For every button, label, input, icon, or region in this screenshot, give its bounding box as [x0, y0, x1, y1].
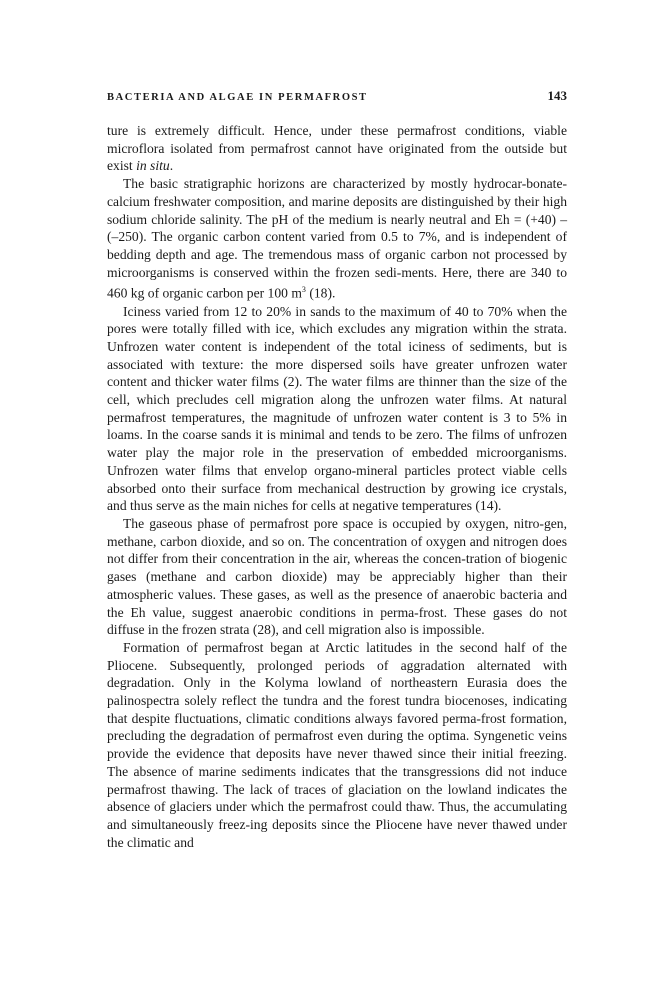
paragraph-2 [107, 175, 567, 302]
page-number: 143 [547, 88, 567, 103]
italic-term: in situ [136, 158, 170, 174]
book-page [107, 88, 567, 851]
paragraph-text: The basic stratigraphic horizons are characterized by mostly hydrocar-bonate-calcium freshwater composition, and marine deposits are distinguished by their high sodium chloride salinity. The pH of the medium is nearly neutral and Eh = (+40) – (–250). The organic carbon content varied from 0.5 to 7%, and is independent of bedding depth and age. The tremendous mass of organic carbon not processed by microorganisms is conserved within the frozen sedi-ments. Here, there are 340 to 460 kg of organic carbon per 100 m [107, 176, 567, 301]
paragraph-1 [107, 122, 567, 175]
paragraph-text: ture is extremely difficult. Hence, under these permafrost conditions, viable microflora isolated from permafrost cannot have originated from the outside but exist [107, 123, 567, 174]
superscript-exponent: 3 [301, 285, 306, 295]
paragraph-3: Iciness varied from 12 to 20% in sands to the maximum of 40 to 70% when the pores were totally filled with ice, which excludes any migration within the strata. Unfrozen water content is independent of the total iciness of sediments, but is associated with texture: the more dispersed soils have greater unfrozen water content and thicker water films (2). The water films are thinner than the size of the cell, which precludes cell migration along the unfrozen water films. At natural permafrost temperatures, the magnitude of unfrozen water content is 3 to 5% in loams. In the coarse sands it is minimal and tends to be zero. The films of unfrozen water play the major role in the preservation of embedded microorganisms. Unfrozen water films that envelop organo-mineral particles protect viable cells absorbed onto their surface from mechanical destruction by growing ice crystals, and thus serve as the main niches for cells at negative temperatures (14). [107, 303, 567, 514]
paragraph-4: The gaseous phase of permafrost pore space is occupied by oxygen, nitro-gen, methane, carbon dioxide, and so on. The concentration of oxygen and nitrogen does not differ from their concentration in the air, whereas the concen-tration of biogenic gases (methane and carbon dioxide) may be appreciably higher than their atmospheric values. These gases, as well as the presence of anaerobic bacteria and the Eh value, suggest anaerobic conditions in perma-frost. These gases do not diffuse in the frozen strata (28), and cell migration also is impossible. [107, 516, 567, 638]
paragraph-text-end: (18). [305, 285, 336, 301]
running-title: BACTERIA AND ALGAE IN PERMAFROST [107, 92, 368, 103]
running-header [107, 88, 567, 110]
body-text [107, 122, 567, 851]
paragraph-text-end: . [169, 158, 174, 174]
paragraph-5: Formation of permafrost began at Arctic latitudes in the second half of the Pliocene. Subsequently, prolonged periods of aggradation alternated with degradation. Only in the Kolyma lowland of northeastern Eurasia does the palinospectra solely reflect the tundra and the forest tundra biocenoses, indicating that despite fluctuations, climatic conditions always favored perma-frost formation, precluding the degradation of permafrost even during the optima. Syngenetic veins provide the evidence that deposits have never thawed since their initial freezing. The absence of marine sediments indicates that the transgressions did not induce permafrost thawing. The lack of traces of glaciation on the lowland indicates the absence of glaciers under which the permafrost could thaw. Thus, the accumulating and simultaneously freez-ing deposits since the Pliocene have never thawed under the climatic and [107, 639, 567, 850]
